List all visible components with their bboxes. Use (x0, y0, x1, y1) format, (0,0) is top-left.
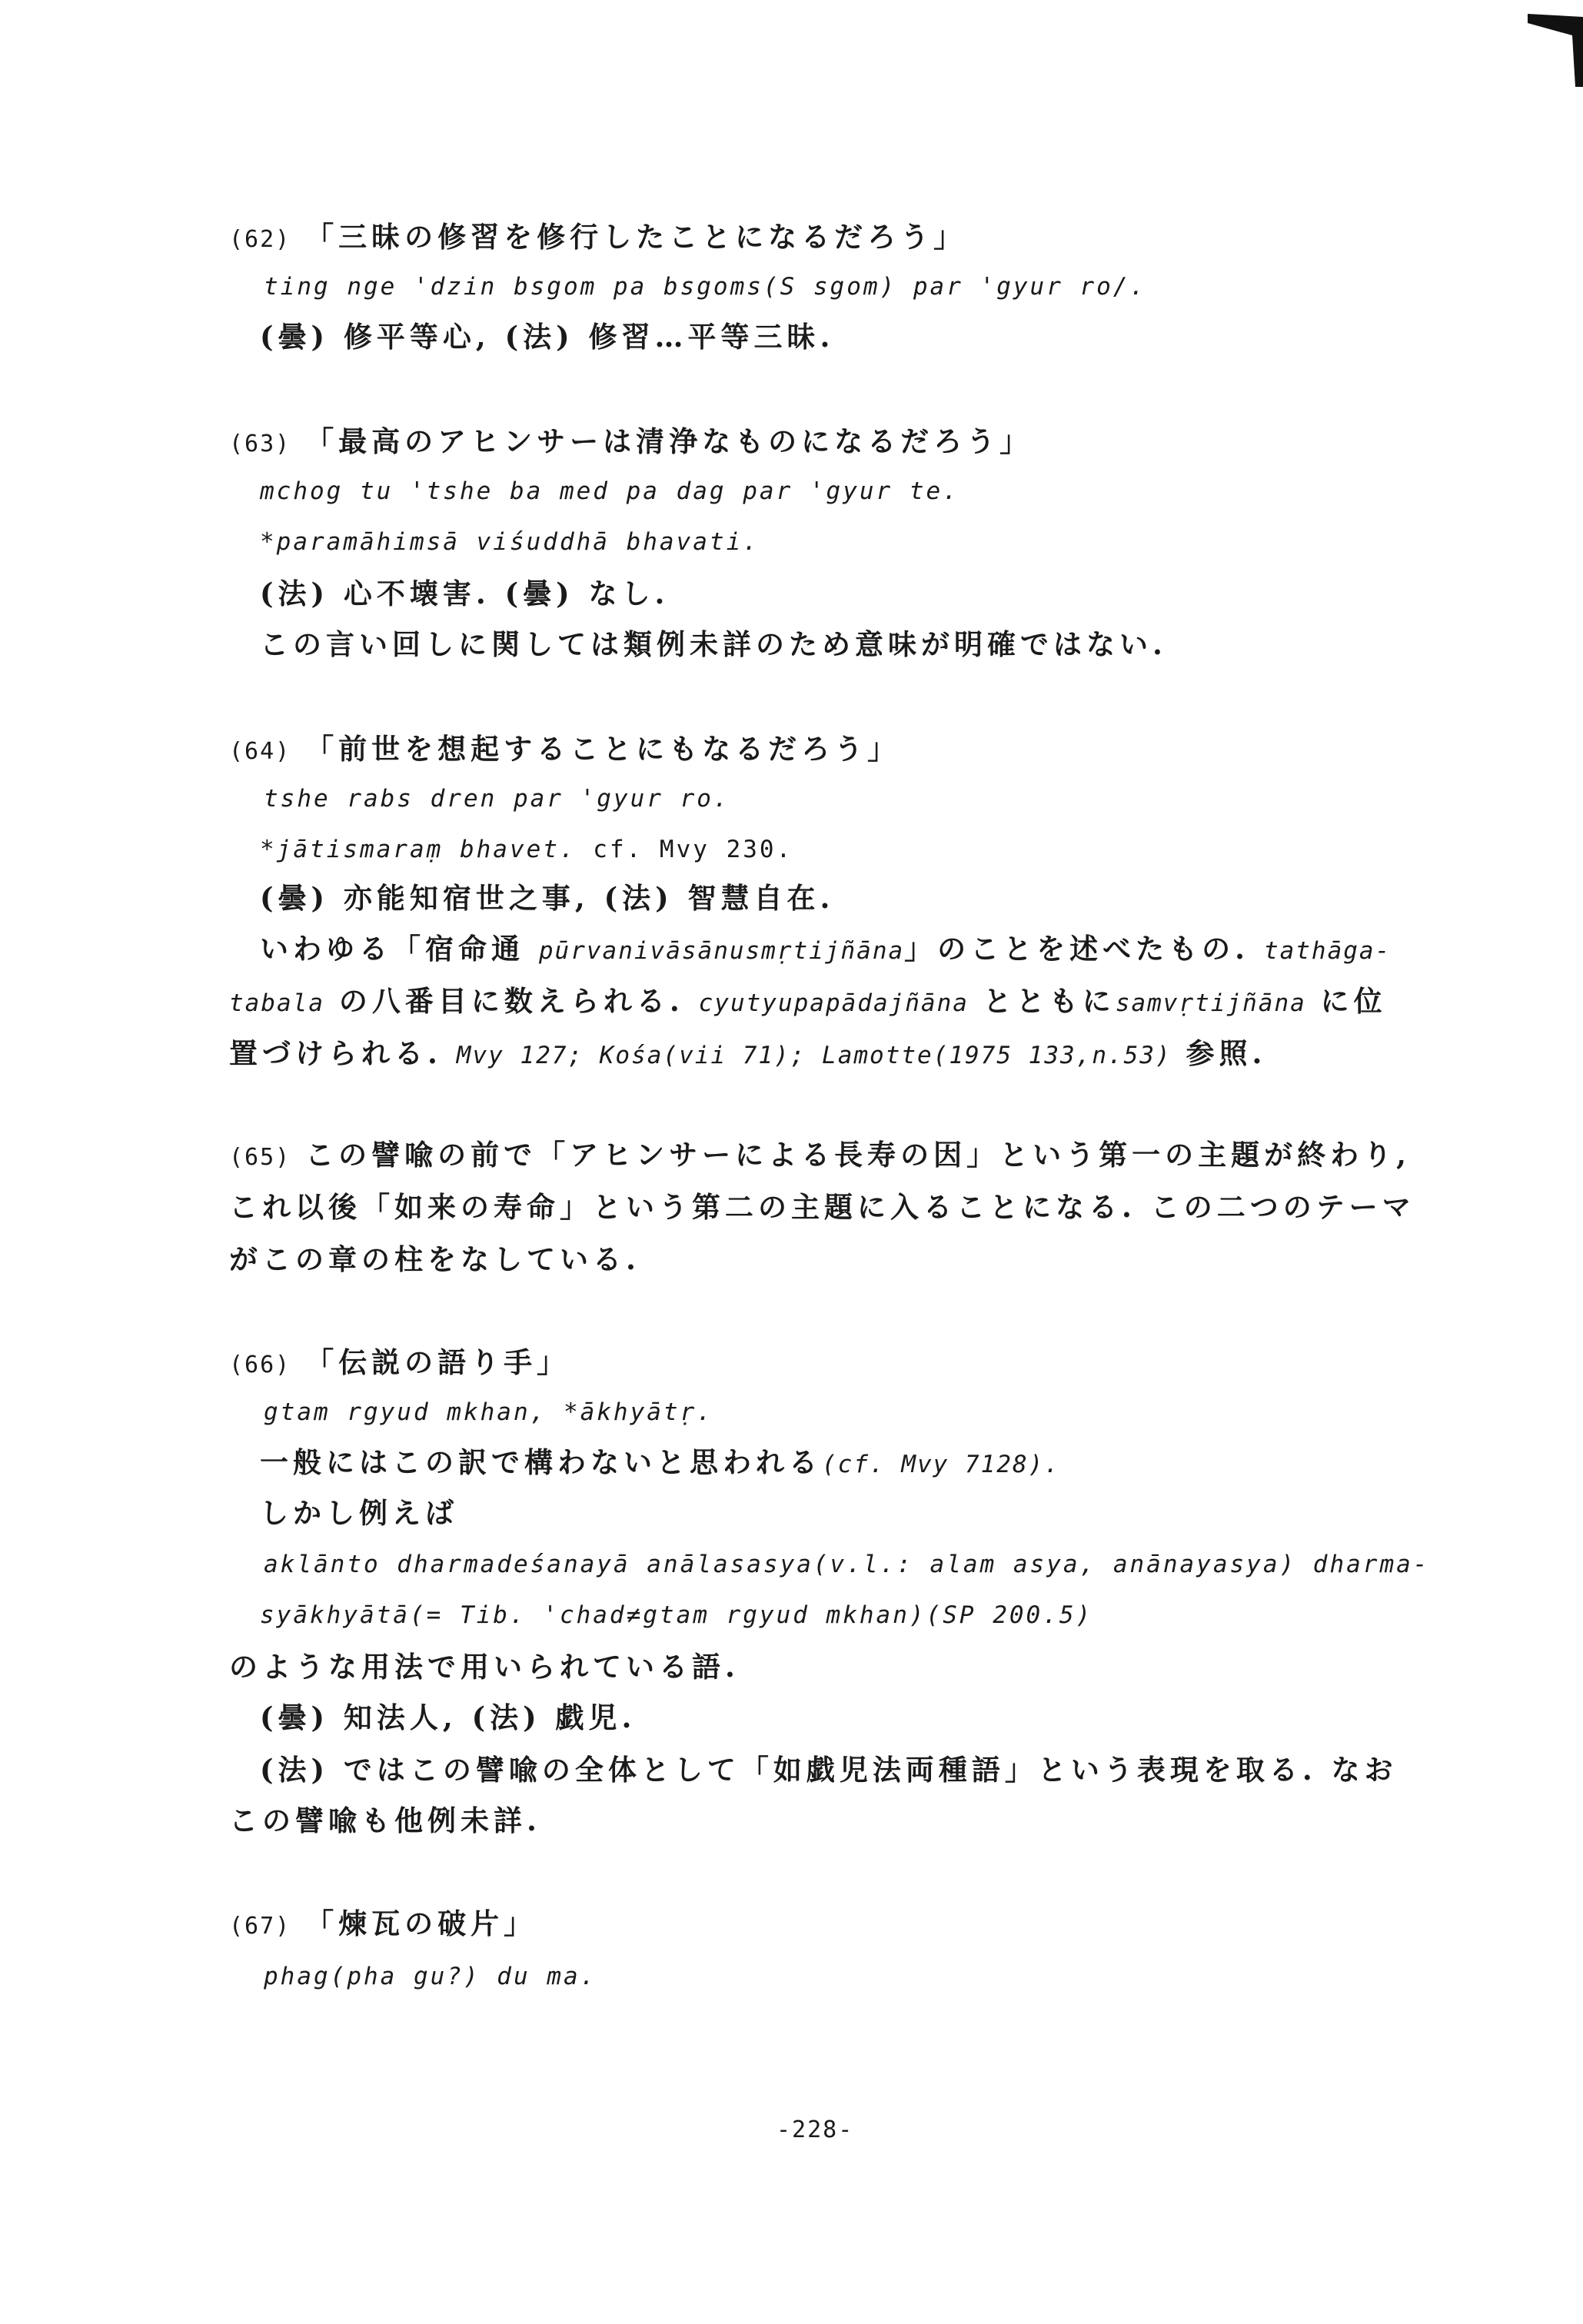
note-66-comment-1b: (cf. Mvy 7128). (822, 1451, 1060, 1478)
note-66-tibetan: gtam rgyud mkhan, *ākhyātṛ. (264, 1398, 713, 1426)
note-64-comment-1a: いわゆる「宿命通 (260, 932, 539, 966)
note-64-comment-1c: 」のことを述べたもの. (904, 932, 1250, 966)
note-64-comment-2b: の八番目に数えられる. (324, 984, 684, 1018)
page-corner-mark (1528, 14, 1583, 87)
note-66-comment-2: しかし例えば (260, 1496, 458, 1530)
note-63-chinese: (法) 心不壊害. (曇) なし. (260, 577, 670, 610)
note-62-heading-line (229, 220, 967, 254)
note-64-comment-line-3 (229, 1036, 1267, 1070)
note-67-heading-line (229, 1907, 537, 1940)
note-64-sanskrit-ref: cf. Mvy 230. (593, 836, 793, 863)
note-64-comment-2e: samvṛtijñāna (1115, 989, 1306, 1017)
note-62-chinese: (曇) 修平等心, (法) 修習…平等三昧. (260, 320, 835, 354)
note-66-comment-1a: 一般にはこの訳で構わないと思われる (260, 1445, 822, 1479)
note-64-comment-3b: Mvy 127; Kośa(vii 71); Lamotte(1975 133,n.53) (456, 1042, 1172, 1069)
note-66-heading-line (229, 1345, 570, 1379)
note-63-comment: この言い回しに関しては類例未詳のため意味が明確ではない. (260, 627, 1167, 661)
note-64-comment-line-1 (260, 932, 1392, 966)
note-66-sanskrit-2: syākhyātā(= Tib. 'chad≠gtam rgyud mkhan)(SP 200.5) (260, 1601, 1093, 1629)
note-64-heading-line (229, 732, 901, 766)
note-66-heading: 「伝説の語り手」 (305, 1345, 570, 1379)
note-64-comment-2a: tabala (229, 989, 324, 1017)
note-64-comment-2c: cyutyupapādajñāna (698, 989, 969, 1017)
note-67-heading: 「煉瓦の破片」 (305, 1907, 537, 1940)
note-64-comment-2f: に位 (1305, 984, 1387, 1018)
note-64-sanskrit-line (260, 838, 793, 862)
note-65-text-2: これ以後「如来の寿命」という第二の主題に入ることになる. この二つのテーマ (229, 1190, 1415, 1224)
note-62-heading: 「三昧の修習を修行したことになるだろう」 (305, 220, 967, 254)
note-64-comment-3c: 参照. (1171, 1036, 1267, 1070)
note-64-comment-3a: 置づけられる. (229, 1036, 442, 1070)
note-64-comment-2d: とともに (968, 984, 1116, 1018)
page-number: -228- (777, 2116, 854, 2143)
note-64-comment-line-2 (229, 984, 1387, 1018)
note-64-tibetan: tshe rabs dren par 'gyur ro. (264, 785, 730, 813)
note-66-comment-line-1 (260, 1445, 1060, 1479)
note-62-number: (62) (229, 226, 291, 253)
note-64-sanskrit: *jātismaraṃ bhavet. (260, 836, 577, 863)
note-67-number: (67) (229, 1913, 291, 1940)
note-62-tibetan: ting nge 'dzin bsgom pa bsgoms(S sgom) par 'gyur ro/. (264, 273, 1147, 301)
note-66-comment-3: のような用法で用いられている語. (229, 1650, 740, 1684)
note-66-chinese: (曇) 知法人, (法) 戯児. (260, 1701, 637, 1734)
note-65-number: (65) (229, 1144, 291, 1171)
note-65-text-1: この譬喩の前で「アヒンサーによる長寿の因」という第一の主題が終わり, (305, 1138, 1412, 1172)
note-63-tibetan: mchog tu 'tshe ba med pa dag par 'gyur te. (260, 477, 959, 505)
note-64-heading: 「前世を想起することにもなるだろう」 (305, 732, 901, 766)
note-63-heading-line (229, 424, 1033, 458)
note-64-comment-1b: pūrvanivāsānusmṛtijñāna (538, 937, 905, 965)
note-64-comment-1d: tathāga- (1263, 937, 1392, 965)
note-63-heading: 「最高のアヒンサーは清浄なものになるだろう」 (305, 424, 1033, 458)
note-66-number: (66) (229, 1352, 291, 1378)
note-64-number: (64) (229, 738, 291, 765)
note-63-sanskrit: *paramāhimsā viśuddhā bhavati. (260, 528, 760, 556)
note-64-chinese: (曇) 亦能知宿世之事, (法) 智慧自在. (260, 881, 835, 915)
note-67-tibetan: phag(pha gu?) du ma. (264, 1963, 597, 1990)
note-66-comment-5: この譬喩も他例未詳. (229, 1804, 541, 1837)
note-66-sanskrit-1: aklānto dharmadeśanayā anālasasya(v.l.: alam asya, anānayasya) dharma- (264, 1551, 1430, 1578)
note-63-number: (63) (229, 431, 291, 457)
note-65-text-3: がこの章の柱をなしている. (229, 1242, 640, 1276)
note-65-line-1 (229, 1138, 1412, 1172)
note-66-comment-4: (法) ではこの譬喩の全体として「如戯児法両種語」という表現を取る. なお (260, 1753, 1398, 1787)
